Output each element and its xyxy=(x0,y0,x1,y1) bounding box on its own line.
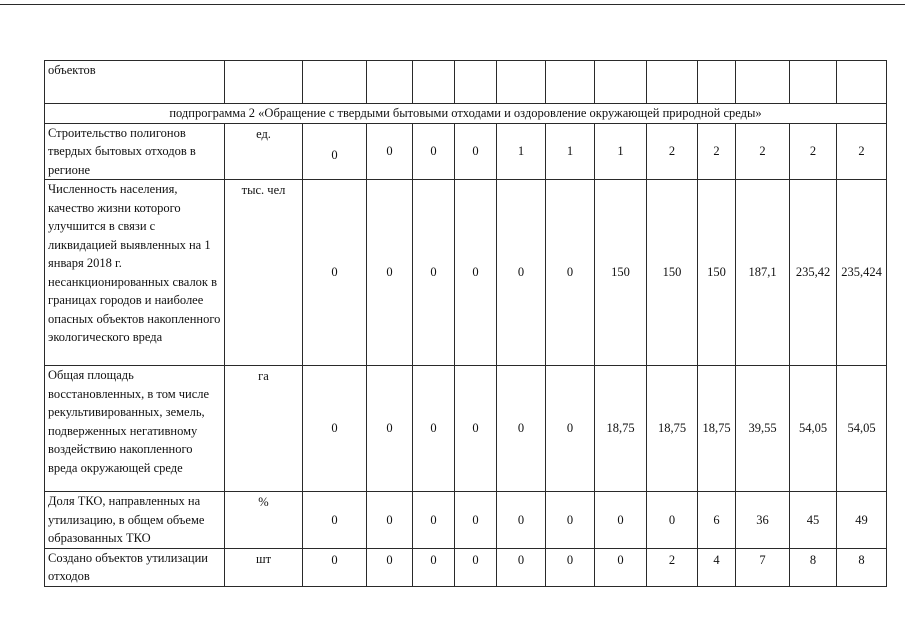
indicator-value: 45 xyxy=(790,492,837,549)
indicator-value: 1 xyxy=(497,123,546,180)
indicator-value: 1 xyxy=(595,123,647,180)
continued-cell xyxy=(647,61,698,104)
indicator-value: 2 xyxy=(647,548,698,586)
indicator-value: 150 xyxy=(698,180,736,366)
indicator-value: 0 xyxy=(413,123,455,180)
indicator-name: Доля ТКО, направленных на утилизацию, в общем объеме образованных ТКО xyxy=(45,492,225,549)
continued-cell xyxy=(837,61,887,104)
indicator-value: 0 xyxy=(546,548,595,586)
indicator-unit: тыс. чел xyxy=(225,180,303,366)
indicator-value: 0 xyxy=(367,548,413,586)
indicator-unit: ед. xyxy=(225,123,303,180)
continued-cell xyxy=(790,61,837,104)
indicator-name: Численность населения, качество жизни которого улучшится в связи с ликвидацией выявленных на 1 января 2018 г. несанкционированных свалок в границах городов и наиболее опасных объектов накопленного экологического вреда xyxy=(45,180,225,366)
indicator-value: 0 xyxy=(303,123,367,180)
indicator-value: 0 xyxy=(497,548,546,586)
indicator-value: 0 xyxy=(455,548,497,586)
continued-cell xyxy=(595,61,647,104)
indicator-value: 187,1 xyxy=(736,180,790,366)
subprogram-row xyxy=(45,104,887,124)
indicator-value: 49 xyxy=(837,492,887,549)
continued-row-label: объектов xyxy=(45,61,225,104)
indicator-value: 0 xyxy=(413,366,455,492)
indicator-value: 0 xyxy=(413,548,455,586)
indicator-value: 54,05 xyxy=(837,366,887,492)
indicator-name: Строительство полигонов твердых бытовых отходов в регионе xyxy=(45,123,225,180)
indicator-name: Общая площадь восстановленных, в том числе рекультивированных, земель, подверженных негативному воздействию накопленного вреда окружающей среде xyxy=(45,366,225,492)
indicator-value: 0 xyxy=(303,492,367,549)
indicator-value: 4 xyxy=(698,548,736,586)
indicator-value: 18,75 xyxy=(698,366,736,492)
indicator-value: 0 xyxy=(303,548,367,586)
indicator-value: 150 xyxy=(595,180,647,366)
table-row xyxy=(45,548,887,586)
indicator-value: 235,42 xyxy=(790,180,837,366)
subprogram-title: подпрограмма 2 «Обращение с твердыми бытовыми отходами и оздоровление окружающей природной среды» xyxy=(45,104,887,124)
indicator-value: 0 xyxy=(647,492,698,549)
continued-cell xyxy=(455,61,497,104)
continued-cell xyxy=(736,61,790,104)
indicator-value: 0 xyxy=(546,492,595,549)
indicator-value: 0 xyxy=(367,366,413,492)
indicators-table xyxy=(44,60,887,587)
continued-cell xyxy=(367,61,413,104)
indicator-value: 54,05 xyxy=(790,366,837,492)
continued-cell xyxy=(303,61,367,104)
indicator-value: 150 xyxy=(647,180,698,366)
indicator-value: 18,75 xyxy=(647,366,698,492)
indicator-value: 235,424 xyxy=(837,180,887,366)
indicator-value: 2 xyxy=(698,123,736,180)
indicator-name: Создано объектов утилизации отходов xyxy=(45,548,225,586)
indicator-value: 36 xyxy=(736,492,790,549)
indicator-unit: шт xyxy=(225,548,303,586)
table-row xyxy=(45,366,887,492)
indicator-value: 0 xyxy=(303,366,367,492)
page-top-rule xyxy=(0,4,905,5)
indicator-value: 0 xyxy=(595,492,647,549)
indicator-value: 1 xyxy=(546,123,595,180)
indicator-value: 2 xyxy=(837,123,887,180)
indicator-value: 8 xyxy=(837,548,887,586)
indicator-value: 0 xyxy=(497,366,546,492)
indicator-value: 0 xyxy=(455,123,497,180)
table-row xyxy=(45,123,887,180)
indicator-value: 0 xyxy=(367,123,413,180)
indicator-value: 39,55 xyxy=(736,366,790,492)
indicator-value: 18,75 xyxy=(595,366,647,492)
continued-cell xyxy=(413,61,455,104)
indicator-value: 7 xyxy=(736,548,790,586)
indicator-value: 2 xyxy=(790,123,837,180)
continued-row xyxy=(45,61,887,104)
indicator-value: 0 xyxy=(546,366,595,492)
continued-cell xyxy=(546,61,595,104)
indicator-value: 2 xyxy=(647,123,698,180)
continued-cell xyxy=(497,61,546,104)
indicator-value: 0 xyxy=(497,492,546,549)
indicator-value: 0 xyxy=(455,366,497,492)
indicator-value: 0 xyxy=(303,180,367,366)
indicator-value: 0 xyxy=(455,180,497,366)
indicator-unit: га xyxy=(225,366,303,492)
table-row xyxy=(45,492,887,549)
indicator-value: 0 xyxy=(413,180,455,366)
indicator-value: 0 xyxy=(367,180,413,366)
indicator-value: 0 xyxy=(413,492,455,549)
indicator-value: 0 xyxy=(497,180,546,366)
indicator-value: 2 xyxy=(736,123,790,180)
continued-cell xyxy=(698,61,736,104)
indicator-value: 0 xyxy=(546,180,595,366)
indicator-value: 0 xyxy=(455,492,497,549)
indicator-unit: % xyxy=(225,492,303,549)
indicator-value: 8 xyxy=(790,548,837,586)
indicator-value: 0 xyxy=(595,548,647,586)
indicator-value: 0 xyxy=(367,492,413,549)
indicator-value: 6 xyxy=(698,492,736,549)
table-row xyxy=(45,180,887,366)
continued-cell xyxy=(225,61,303,104)
